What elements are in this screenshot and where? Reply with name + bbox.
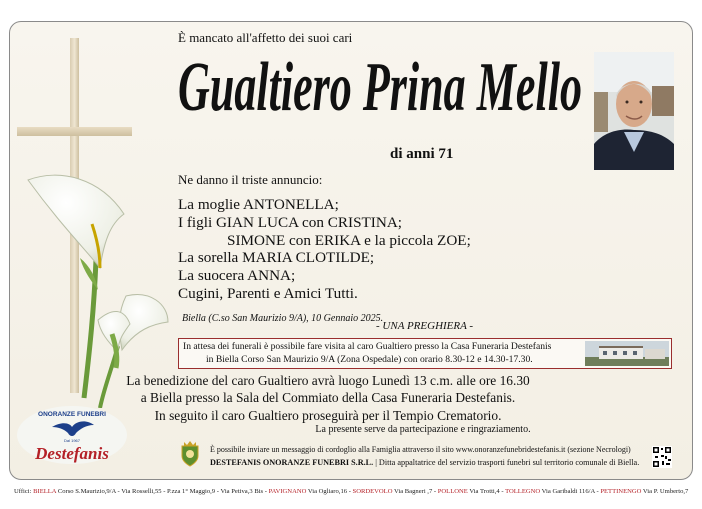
footer-text: Via Bagneri ,7 - — [392, 488, 438, 495]
family-line: Cugini, Parenti e Amici Tutti. — [178, 284, 358, 302]
company-desc: | Ditta appaltatrice del servizio trasporti funebri sul territorio comunale di Biella. — [375, 458, 640, 467]
logo-top-text: ONORANZE FUNEBRI — [38, 411, 106, 418]
ceremony-line: In seguito il caro Gualtiero proseguirà per il Tempio Crematorio. — [154, 407, 502, 423]
thanks-line: La presente serve da partecipazione e ringraziamento. — [315, 424, 531, 435]
footer-text: Via Garibaldi 116/A - — [540, 488, 601, 495]
intro-text: È mancato all'affetto dei suoi cari — [178, 30, 353, 45]
family-line: I figli GIAN LUCA con CRISTINA; — [178, 213, 403, 231]
company-name: DESTEFANIS ONORANZE FUNEBRI S.R.L. — [210, 458, 374, 467]
cross-and-lilies — [0, 28, 180, 408]
family-list — [178, 196, 471, 303]
ceremony-line: La benedizione del caro Gualtiero avrà luogo Lunedì 13 c.m. alle ore 16.30 — [126, 373, 530, 388]
coat-of-arms-icon — [178, 440, 202, 468]
visit-notice-text — [183, 341, 551, 366]
portrait-photo — [594, 52, 674, 170]
funeral-home-photo — [585, 341, 669, 366]
destefanis-logo — [16, 405, 128, 465]
visit-notice-line: In attesa dei funerali è possibile fare visita al caro Gualtiero presso la Casa Funeraria Destefanis — [183, 341, 552, 352]
prayer-label: - UNA PREGHIERA - — [376, 320, 474, 332]
footer-text: Via Ogliaro,16 - — [306, 488, 353, 495]
visit-notice-box — [178, 338, 672, 369]
footer-offices — [14, 488, 688, 495]
qr-code-icon — [652, 446, 672, 468]
family-line: La moglie ANTONELLA; — [178, 196, 339, 213]
footer-text: Via Trotti,4 - — [467, 488, 506, 495]
footer-text: Via P. Umberto,7 — [641, 488, 689, 495]
footer-city: PETTINENGO — [600, 488, 642, 495]
footer-city: POLLONE — [437, 488, 468, 495]
age: di anni 71 — [390, 146, 454, 162]
ceremony-line: a Biella presso la Sala del Commiato della Casa Funeraria Destefanis. — [140, 390, 516, 406]
footer-text: Uffici: — [14, 488, 32, 495]
family-line: SIMONE con ERIKA e la piccola ZOE; — [227, 231, 471, 249]
footer-city: PAVIGNANO — [268, 488, 307, 495]
logo-est-text: Dal 1967 — [63, 438, 81, 443]
footer-city: BIELLA — [33, 488, 57, 495]
visit-notice-line: in Biella Corso San Maurizio 9/A (Zona Ospedale) con orario 8.30-12 e 14.30-17.30. — [206, 353, 533, 365]
deceased-name — [178, 48, 588, 122]
logo-brand-text: Destefanis — [35, 444, 109, 463]
deceased-name-text: Gualtiero Prina Mello — [178, 49, 582, 122]
condolence-info: È possibile inviare un messaggio di cordoglio alla Famiglia attraverso il sito www.onoranzefunebridestefanis.it (sezione Necrologi) — [210, 445, 631, 454]
announcement: Ne danno il triste annuncio: — [178, 172, 323, 187]
family-line: La sorella MARIA CLOTILDE; — [178, 249, 375, 267]
footer-text: Corso S.Maurizio,9/A - Via Rosselli,55 - P.zza 1° Maggio,9 - Via Petiva,3 Bis - — [56, 488, 269, 495]
company-info — [210, 458, 639, 467]
footer-city: TOLLEGNO — [505, 488, 541, 495]
family-line: La suocera ANNA; — [178, 267, 296, 285]
footer-city: SORDEVOLO — [352, 488, 393, 495]
place-date: Biella (C.so San Maurizio 9/A), 10 Gennaio 2025. — [182, 313, 384, 324]
